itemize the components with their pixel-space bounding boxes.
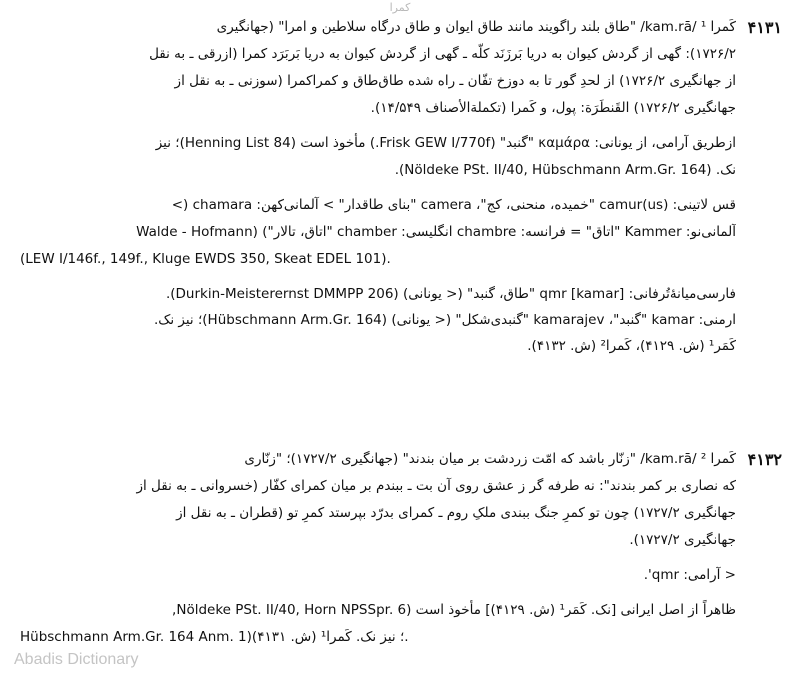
- entry-line: جهانگیری ۱۷۲۷/۲) چون تو کمرِ جنگ ببندی ملکِ روم ـ کمرای بدرّد بپرستد کمرِ تو (قطران ـ به نقل از: [176, 505, 736, 521]
- entry-line: که نصاری بر کمر بندند": نه طرفه گر ز عشق روی آن بت ـ ببندم بر میان کمرای کفّار (خسروانی ـ به نقل از: [136, 478, 736, 494]
- etymology-line: < آرامی: qmr'.: [643, 567, 736, 583]
- entry-number: ۴۱۳۲: [747, 450, 782, 469]
- etymology-line: آلمانی‌نو: Kammer "اتاق" = فرانسه: chambre انگلیسی: chamber "اتاق، تالار") (Walde - Hofmann: [136, 224, 736, 240]
- entry-number: ۴۱۳۱: [747, 18, 782, 37]
- etymology-line: نک. (Nöldeke PSt. II/40, Hübschmann Arm.Gr. 164).: [394, 162, 736, 178]
- entry-line: کَمرا ¹ /kam.rā/ "طاق بلند راگویند مانند طاق ایوان و طاق درگاه سلاطین و امرا" (جهانگیری: [216, 19, 736, 35]
- entry-line: جهانگیری ۱۷۲۶/۲) القَنطَرَة: پول، و کَمرا (تکملة‌الأصناف ۱۴/۵۴۹).: [370, 100, 736, 116]
- etymology-line: (LEW I/146f., 149f., Kluge EWDS 350, Skeat EDEL 101).: [20, 251, 391, 267]
- etymology-line: ظاهراً از اصل ایرانی [نک. کَمَر¹ (ش. ۴۱۲۹)] مأخوذ است (Nöldeke PSt. II/40, Horn NPSSpr. 6,: [172, 602, 736, 618]
- dictionary-entry: [20, 14, 736, 359]
- entry-line: ۱۷۲۶/۲): گهی از گردش کیوان به دریا بَرزَنَد کلّه ـ گهی از گردش کیوان به دریا بَربَرَد کمرا (ازرقی ـ به نقل: [149, 46, 736, 62]
- dictionary-entry: [20, 446, 736, 651]
- etymology-line: فارسی‌میانهٔ‌تُرفانی: qmr [kamar] "طاق، گنبد" (< یونانی) (Durkin-Meisterernst DMMPP 206).: [165, 286, 736, 302]
- etymology-line: قس لاتینی: camur(us) "خمیده، منحنی، کج"، camera "بنای طاقدار" > آلمانی‌کهن: chamara (>: [171, 197, 736, 213]
- etymology-line: کَمَر¹ (ش. ۴۱۲۹)، کَمرا² (ش. ۴۱۳۲).: [527, 338, 736, 354]
- etymology-line: Hübschmann Arm.Gr. 164 Anm. 1)؛ نیز نک. کَمرا¹ (ش. ۴۱۳۱).: [20, 629, 409, 645]
- entry-line: جهانگیری ۱۷۲۷/۲).: [629, 532, 736, 548]
- entry-line: از جهانگیری ۱۷۲۶/۲) از لحدِ گور تا به دوزخ تفّان ـ راه شده طاق‌طاق و کمراکمرا (سوزنی ـ به نقل از: [174, 73, 736, 89]
- page-title: کمرا: [389, 1, 411, 14]
- etymology-line: ارمنی: kamar "گنبد"، kamarajev "گنبدی‌شکل" (< یونانی) (Hübschmann Arm.Gr. 164)؛ نیز نک.: [153, 312, 736, 328]
- etymology-line: ازطریق آرامی، از یونانی: καμάρα "گنبد" (Frisk GEW I/770f.) مأخوذ است (Henning List 84)؛ نیز: [155, 135, 736, 151]
- watermark: Abadis Dictionary: [14, 651, 139, 668]
- entry-line: کَمرا ² /kam.rā/ "زنّار باشد که امّت زردشت بر میان بندند" (جهانگیری ۱۷۲۷/۲)؛ "زنّاری: [244, 451, 736, 467]
